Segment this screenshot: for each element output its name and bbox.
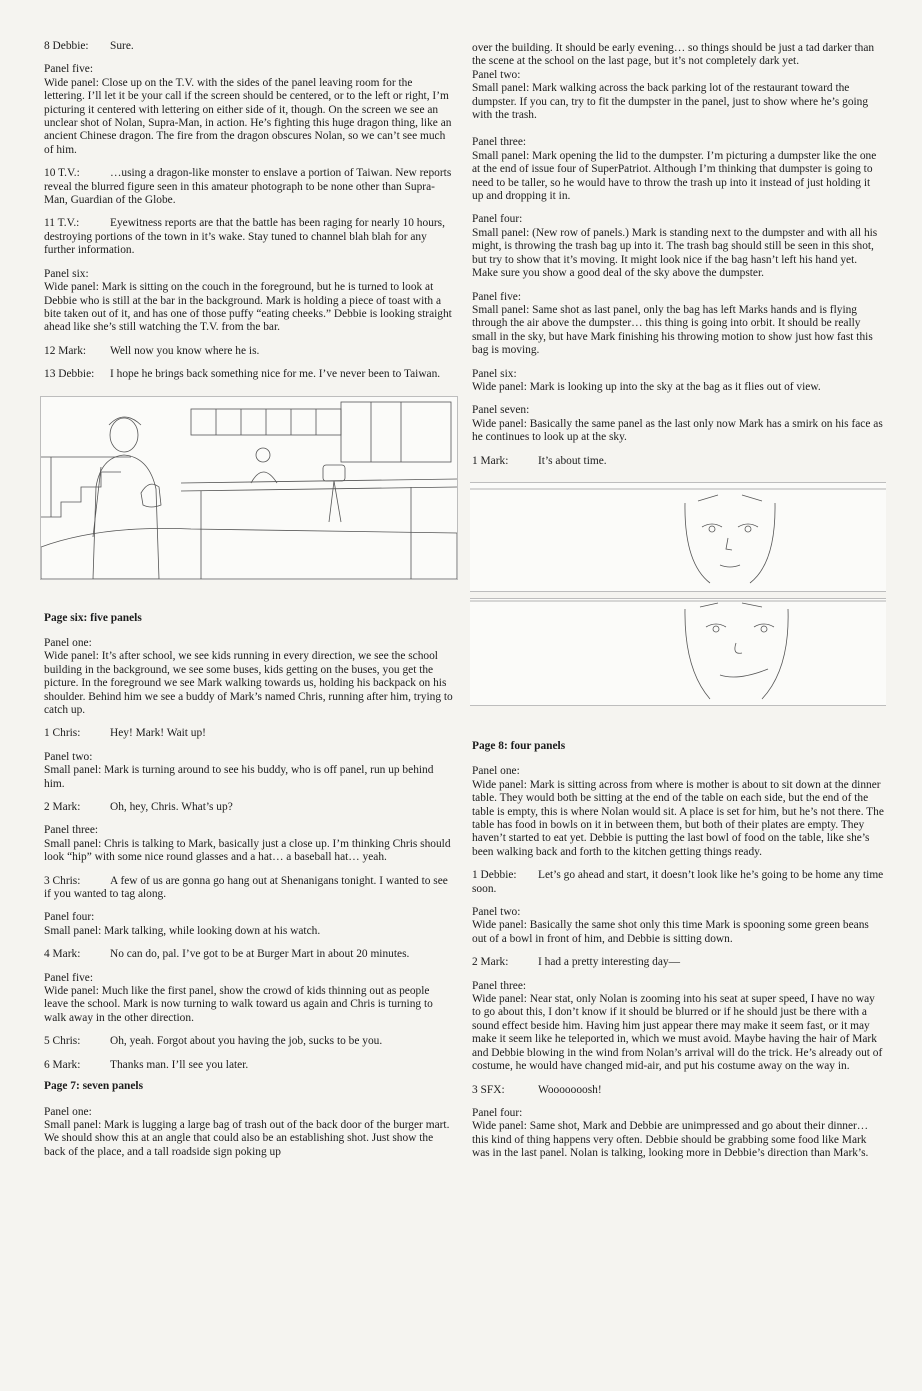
panel-header: Panel six: <box>472 367 517 380</box>
mark-smirk-sketch-illustration <box>470 599 886 705</box>
speaker-label: 12 Mark: <box>44 344 87 357</box>
speaker-label: 10 T.V.: <box>44 167 80 180</box>
panel-text: Wide panel: Same shot, Mark and Debbie are unimpressed and go about their dinner… this kind of thing happens very often. Debbie should be grabbing some food like Mark was in the last panel. Nolan is talking, looking more in Debbie’s direction than Mark’s. <box>472 1120 869 1160</box>
dialogue-text: Hey! Mark! Wait up! <box>110 727 206 740</box>
panel-header: Panel two: <box>472 906 521 919</box>
panel-header: Panel four: <box>472 213 523 226</box>
dialogue-text: It’s about time. <box>538 454 607 467</box>
script-block <box>472 42 884 468</box>
panel-description <box>472 213 884 280</box>
panel-description <box>44 63 454 157</box>
speaker-label: 6 Mark: <box>44 1058 81 1071</box>
panel-header: Panel one: <box>472 765 520 778</box>
panel-text: Wide panel: Mark is sitting on the couch in the foreground, but he is turned to look at Debbie who is still at the bar in the background. Mark is holding a piece of toast with a bite taken out of it, and has one of those puffy “eating cheeks.” Debbie is looking straight ahead like she’s still watching the T.V. from the bar. <box>44 281 452 334</box>
panel-text: Small panel: Mark is turning around to see his buddy, who is off panel, run up behind him. <box>44 764 434 790</box>
panel-header: Panel five: <box>44 971 94 984</box>
mark-face-sketch-panel <box>470 482 886 592</box>
speaker-label: 1 Chris: <box>44 727 81 740</box>
dialogue-line <box>44 40 454 53</box>
speaker-label: 3 Chris: <box>44 874 81 887</box>
panel-text: Wide panel: Basically the same shot only this time Mark is spooning some green beans out of a bowl in front of him, and Debbie is sitting down. <box>472 919 869 945</box>
panel-description <box>472 1107 884 1161</box>
dialogue-text: Eyewitness reports are that the battle has been raging for nearly 10 hours, destroying portions of the town in it’s wake. Stay tuned to channel blah blah for any further information. <box>44 217 445 257</box>
dialogue-line <box>472 869 884 896</box>
mark-face-sketch-illustration <box>470 483 886 591</box>
dialogue-line <box>44 217 454 257</box>
dialogue-line <box>472 956 884 969</box>
dialogue-text: …using a dragon-like monster to enslave a portion of Taiwan. New reports reveal the blurred figure seen in this amateur photograph to be none other than Supra-Man, Guardian of the Globe. <box>44 167 452 207</box>
kitchen-sketch-illustration <box>41 397 457 579</box>
panel-description <box>44 1106 454 1160</box>
page-eight-heading: Page 8: four panels <box>472 739 566 752</box>
script-block <box>44 1106 454 1160</box>
speaker-label: 13 Debbie: <box>44 368 95 381</box>
script-block <box>44 40 454 382</box>
panel-header: Panel three: <box>472 979 527 992</box>
speaker-label: 1 Mark: <box>472 454 509 467</box>
panel-text: Wide panel: Mark is looking up into the sky at the bag as it flies out of view. <box>472 380 821 393</box>
panel-header: Panel one: <box>44 636 92 649</box>
panel-header: Panel one: <box>44 1105 92 1118</box>
panel-description <box>44 637 454 717</box>
panel-header: Panel three: <box>44 824 99 837</box>
speaker-label: 1 Debbie: <box>472 869 517 882</box>
panel-text: Wide panel: Near stat, only Nolan is zooming into his seat at super speed, I have no way to go about this, I don’t know if it should be blurred or if he should just be there with a sound effect beside him. Having him just appear there may make it seem fast, or it may make it seem like he teleported in, which we must avoid. Maybe having the hair of Mark and Debbie blowing in the wind from Nolan’s arrival will do the trick. He’s already out of costume, he would have changed mid-air, and put his costume away on the way in. <box>472 993 883 1073</box>
panel-description <box>472 906 884 946</box>
panel-description <box>472 368 884 395</box>
dialogue-text: No can do, pal. I’ve got to be at Burger Mart in about 20 minutes. <box>110 948 410 961</box>
speaker-label: 4 Mark: <box>44 948 81 961</box>
panel-description <box>44 911 454 938</box>
panel-header: Panel five: <box>44 63 94 76</box>
page-six-heading: Page six: five panels <box>44 611 142 624</box>
panel-header: Panel four: <box>472 1106 523 1119</box>
panel-text: Small panel: Mark walking across the back parking lot of the restaurant toward the dumpster. If you can, try to fit the dumpster in the panel, just to show where he’s going with the trash. <box>472 82 869 122</box>
dialogue-line <box>44 875 454 902</box>
panel-description <box>472 980 884 1074</box>
dialogue-text: Thanks man. I’ll see you later. <box>110 1058 249 1071</box>
dialogue-text: Sure. <box>110 40 134 52</box>
dialogue-line <box>44 167 454 207</box>
panel-header: Panel seven: <box>472 404 530 417</box>
dialogue-line <box>44 727 454 740</box>
panel-text: Small panel: Chris is talking to Mark, basically just a close up. I’m thinking Chris should look “hip” with some nice round glasses and a hat… a baseball hat… yeah. <box>44 837 451 864</box>
panel-header: Panel two: <box>472 68 521 81</box>
script-block <box>44 637 454 1072</box>
dialogue-text: Well now you know where he is. <box>110 344 260 357</box>
panel-description <box>44 751 454 791</box>
panel-header: Panel three: <box>472 136 527 149</box>
panel-description <box>44 824 454 864</box>
kitchen-sketch-panel <box>40 396 458 580</box>
page-seven-heading: Page 7: seven panels <box>44 1080 144 1093</box>
speaker-label: 5 Chris: <box>44 1035 81 1048</box>
script-block <box>472 765 884 1160</box>
panel-description <box>472 69 884 123</box>
dialogue-text: I had a pretty interesting day— <box>538 956 681 969</box>
dialogue-line <box>44 368 454 381</box>
panel-description <box>472 291 884 358</box>
panel-description <box>472 404 884 444</box>
dialogue-line <box>44 345 454 358</box>
dialogue-text: Wooooooosh! <box>538 1083 602 1096</box>
panel-text: Small panel: Same shot as last panel, only the bag has left Marks hands and is flying through the air above the dumpster… this thing is going into orbit. It should be really small in the sky, but have Mark finishing his throwing motion to show just how fast this bag is moving. <box>472 303 873 357</box>
speaker-label: 2 Mark: <box>472 956 509 969</box>
panel-header: Panel two: <box>44 750 93 763</box>
panel-description <box>44 972 454 1026</box>
panel-text: Small panel: Mark is lugging a large bag of trash out of the back door of the burger mart. We should show this at an angle that could also be an establishing shot. Just show the back of the place, and a tall roadside sign poking up <box>44 1118 450 1158</box>
panel-header: Panel four: <box>44 911 95 924</box>
panel-text: Small panel: Mark talking, while looking down at his watch. <box>44 924 321 937</box>
dialogue-text: Oh, yeah. Forgot about you having the job, sucks to be you. <box>110 1035 383 1048</box>
dialogue-text: Let’s go ahead and start, it doesn’t look like he’s going to be home any time soon. <box>472 869 884 895</box>
right-column <box>472 42 884 1171</box>
panel-text: Small panel: (New row of panels.) Mark is standing next to the dumpster and with all his might, is throwing the trash bag up into it. The trash bag should still be seen in this shot, but try to show that it’s moving. It might look nice if the bag hasn’t left his hand yet. Make sure you show a good deal of the sky above the dumpster. <box>472 226 878 280</box>
speaker-label: 11 T.V.: <box>44 217 80 230</box>
speaker-label: 3 SFX: <box>472 1083 505 1096</box>
panel-header: Panel five: <box>472 290 522 303</box>
panel-text: Wide panel: Much like the first panel, show the crowd of kids thinning out as people leave the school. Mark is now turning to walk toward us again and Chris is turning to walk away in the other direction. <box>44 985 433 1024</box>
dialogue-line <box>44 801 454 814</box>
left-column <box>44 40 454 1169</box>
description-text: over the building. It should be early evening… so things should be just a tad darker than the scene at the school on the last page, but it’s not completely dark yet. <box>472 42 875 68</box>
panel-text: Wide panel: It’s after school, we see kids running in every direction, we see the school building in the background, we see some buses, kids getting on the buses, you get the picture. In the foreground we see Mark walking towards us, holding his backpack on his shoulder. Behind him we see a buddy of Mark’s named Chris, running after him, trying to catch up. <box>44 650 453 716</box>
dialogue-line <box>472 1084 884 1097</box>
panel-text: Wide panel: Basically the same panel as the last only now Mark has a smirk on his face as he continues to look up at the sky. <box>472 417 883 444</box>
dialogue-text: A few of us are gonna go hang out at Shenanigans tonight. I wanted to see if you wanted to tag along. <box>44 874 448 901</box>
dialogue-line <box>44 1059 454 1072</box>
dialogue-text: Oh, hey, Chris. What’s up? <box>110 801 233 813</box>
dialogue-line <box>472 455 884 468</box>
panel-description <box>472 765 884 859</box>
panel-text: Wide panel: Close up on the T.V. with the sides of the panel leaving room for the lettering. I’ll let it be your call if the screen should be centered, or to the left or right, I’m picturing it centered with lettering on either side of it, though. On the screen we see an unclear shot of Nolan, Supra-Man, in action. He’s fighting this huge dragon thing, like an ancient Chinese dragon. The fire from the dragon obscures Nolan, so we can’t see much of him. <box>44 76 452 156</box>
dialogue-line <box>44 1035 454 1048</box>
panel-text: Small panel: Mark opening the lid to the dumpster. I’m picturing a dumpster like the one at the end of issue four of SuperPatriot. Although I’m thinking that dumpster is going to need to be taller, so he would have to throw the trash up into it instead of just holding it up and dropping it in. <box>472 149 877 203</box>
panel-header: Panel six: <box>44 267 89 280</box>
panel-text: Wide panel: Mark is sitting across from where is mother is about to sit down at the dinner table. They would both be sitting at the end of the table on each side, but the end of the table is empty, this is where Nolan would sit. A place is set for him, but he’s not there. The table has food in bowls on it in between them, but both of their plates are empty. They haven’t started to eat yet. Debbie is putting the last bowl of food on the table, like she’s been walking back and forth to the kitchen getting things ready. <box>472 778 884 858</box>
speaker-label: 8 Debbie: <box>44 40 89 52</box>
speaker-label: 2 Mark: <box>44 801 81 813</box>
panel-description <box>472 136 884 203</box>
panel-description <box>44 268 454 335</box>
mark-smirk-sketch-panel <box>470 598 886 706</box>
dialogue-line <box>44 948 454 961</box>
dialogue-text: I hope he brings back something nice for me. I’ve never been to Taiwan. <box>110 368 441 381</box>
